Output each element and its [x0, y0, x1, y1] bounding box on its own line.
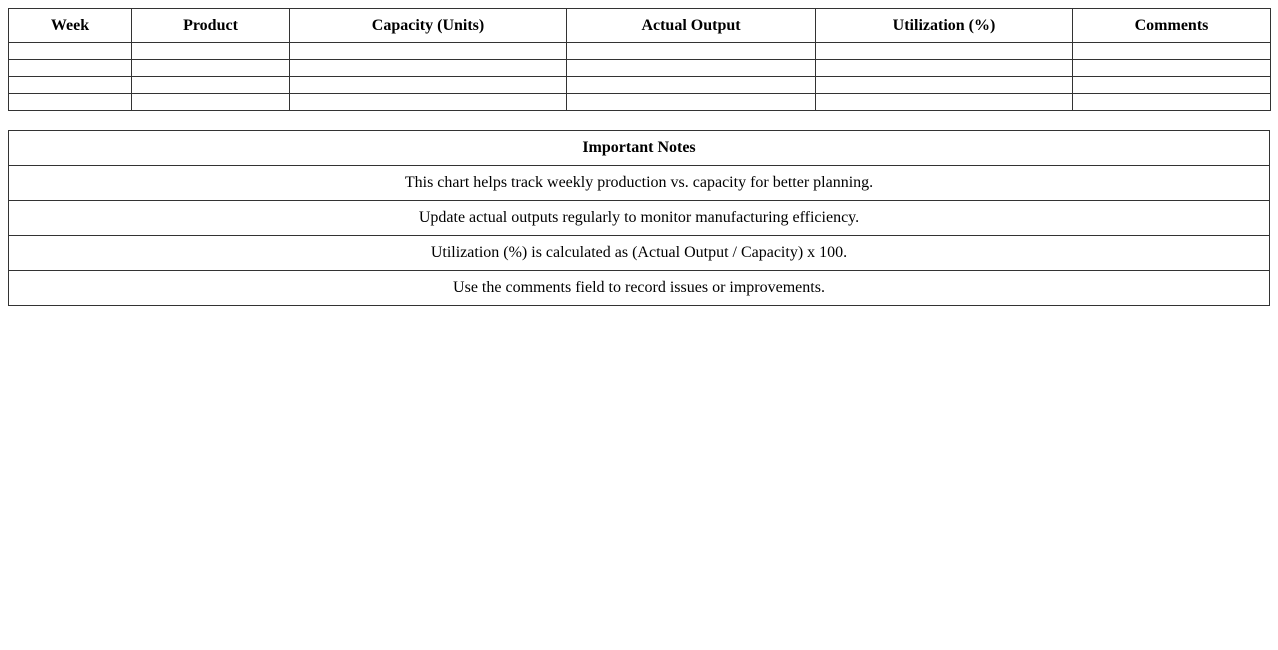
note-text: This chart helps track weekly production vs. capacity for better planning.: [9, 166, 1270, 201]
cell-product[interactable]: [132, 77, 290, 94]
table-row: [9, 43, 1271, 60]
note-text: Update actual outputs regularly to monitor manufacturing efficiency.: [9, 201, 1270, 236]
note-text: Utilization (%) is calculated as (Actual Output / Capacity) x 100.: [9, 236, 1270, 271]
capacity-table-header-row: [9, 9, 1271, 43]
cell-week[interactable]: [9, 60, 132, 77]
notes-row: [9, 201, 1270, 236]
header-utilization: Utilization (%): [816, 9, 1073, 43]
cell-capacity[interactable]: [290, 60, 567, 77]
cell-actual-output[interactable]: [567, 77, 816, 94]
cell-utilization[interactable]: [816, 60, 1073, 77]
header-capacity-units: Capacity (Units): [290, 9, 567, 43]
notes-title: Important Notes: [9, 131, 1270, 166]
header-comments: Comments: [1073, 9, 1271, 43]
header-week: Week: [9, 9, 132, 43]
cell-actual-output[interactable]: [567, 43, 816, 60]
notes-row: [9, 236, 1270, 271]
cell-utilization[interactable]: [816, 43, 1073, 60]
cell-comments[interactable]: [1073, 77, 1271, 94]
cell-capacity[interactable]: [290, 94, 567, 111]
capacity-table: [8, 8, 1271, 111]
cell-week[interactable]: [9, 43, 132, 60]
notes-row: [9, 166, 1270, 201]
table-row: [9, 94, 1271, 111]
cell-utilization[interactable]: [816, 77, 1073, 94]
note-text: Use the comments field to record issues or improvements.: [9, 271, 1270, 306]
cell-product[interactable]: [132, 60, 290, 77]
header-product: Product: [132, 9, 290, 43]
table-row: [9, 77, 1271, 94]
cell-comments[interactable]: [1073, 60, 1271, 77]
cell-capacity[interactable]: [290, 77, 567, 94]
cell-product[interactable]: [132, 43, 290, 60]
cell-capacity[interactable]: [290, 43, 567, 60]
cell-week[interactable]: [9, 77, 132, 94]
notes-row: [9, 271, 1270, 306]
cell-comments[interactable]: [1073, 94, 1271, 111]
cell-actual-output[interactable]: [567, 94, 816, 111]
table-row: [9, 60, 1271, 77]
notes-header-row: [9, 131, 1270, 166]
cell-actual-output[interactable]: [567, 60, 816, 77]
header-actual-output: Actual Output: [567, 9, 816, 43]
notes-table: [8, 130, 1270, 306]
cell-week[interactable]: [9, 94, 132, 111]
cell-utilization[interactable]: [816, 94, 1073, 111]
cell-product[interactable]: [132, 94, 290, 111]
cell-comments[interactable]: [1073, 43, 1271, 60]
